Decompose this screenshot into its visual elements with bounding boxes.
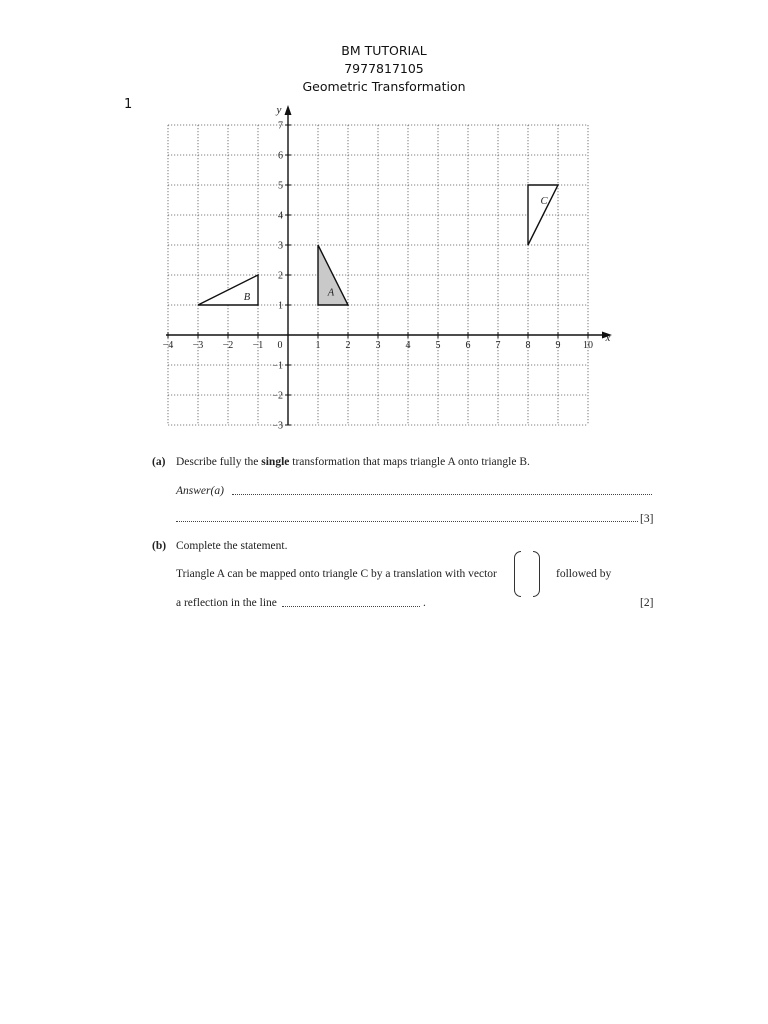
part-b-followed-by: followed by xyxy=(556,568,612,580)
part-a-question xyxy=(176,456,530,468)
x-tick-label: 5 xyxy=(435,340,441,351)
y-tick-label: −2 xyxy=(272,390,283,402)
x-tick-label: 9 xyxy=(555,340,561,351)
x-axis-label: x xyxy=(605,332,611,344)
part-a-text-bold: single xyxy=(261,456,290,468)
answer-a-label: Answer(a) xyxy=(176,485,224,497)
x-tick-label: 2 xyxy=(345,340,351,351)
x-tick-label: 8 xyxy=(525,340,531,351)
x-tick-label: −1 xyxy=(252,340,264,351)
part-b-marks: [2] xyxy=(640,597,654,609)
part-a-label: (a) xyxy=(152,456,166,468)
part-a-text-pre: Describe fully the xyxy=(176,456,262,468)
page-header xyxy=(0,42,768,96)
x-tick-label: 3 xyxy=(375,340,381,351)
origin-label: 0 xyxy=(277,340,283,351)
y-tick-label: 2 xyxy=(278,270,283,282)
part-a-marks: [3] xyxy=(640,513,654,525)
y-axis-arrow xyxy=(285,105,292,115)
translation-vector-input[interactable] xyxy=(514,551,540,595)
x-tick-label: 4 xyxy=(405,340,411,351)
y-tick-label: 5 xyxy=(278,180,283,192)
triangle-a-label: A xyxy=(327,287,335,299)
x-tick-label: 7 xyxy=(495,340,501,351)
part-b-period: . xyxy=(423,597,426,609)
y-tick-label: 1 xyxy=(278,300,283,312)
triangle-c-label: C xyxy=(540,196,548,207)
vector-left-bracket xyxy=(514,551,521,597)
answer-a-line-2[interactable] xyxy=(176,512,638,522)
y-tick-label: −1 xyxy=(272,360,283,372)
y-axis-label: y xyxy=(276,104,282,116)
coordinate-grid xyxy=(150,98,630,438)
y-tick-label: −3 xyxy=(272,420,283,432)
x-tick-label: 6 xyxy=(465,340,471,351)
part-b-instruction: Complete the statement. xyxy=(176,540,288,552)
question-number: 1 xyxy=(124,97,133,112)
triangle-c xyxy=(528,185,558,245)
part-b-label: (b) xyxy=(152,540,167,552)
y-tick-label: 7 xyxy=(278,120,283,132)
y-tick-label: 4 xyxy=(278,210,283,222)
part-b-line2: a reflection in the line xyxy=(176,597,277,609)
x-tick-label: −4 xyxy=(162,340,174,351)
phone-number: 7977817105 xyxy=(344,61,424,76)
triangle-b-label: B xyxy=(243,292,251,303)
x-tick-label: 1 xyxy=(315,340,321,351)
part-a-text-post: transformation that maps triangle A onto triangle B. xyxy=(289,456,530,468)
x-tick-label: −2 xyxy=(222,340,234,351)
answer-a-line-1[interactable] xyxy=(232,485,652,495)
x-tick-label: 10 xyxy=(583,340,593,351)
part-b-line1: Triangle A can be mapped onto triangle C by a translation with vector xyxy=(176,568,497,580)
worksheet-title: Geometric Transformation xyxy=(302,79,466,94)
vector-right-bracket xyxy=(533,551,540,597)
tutorial-name: BM TUTORIAL xyxy=(341,43,427,58)
x-tick-label: −3 xyxy=(192,340,204,351)
y-tick-label: 3 xyxy=(278,240,283,252)
reflection-line-answer[interactable] xyxy=(282,597,420,607)
y-tick-label: 6 xyxy=(278,150,283,162)
